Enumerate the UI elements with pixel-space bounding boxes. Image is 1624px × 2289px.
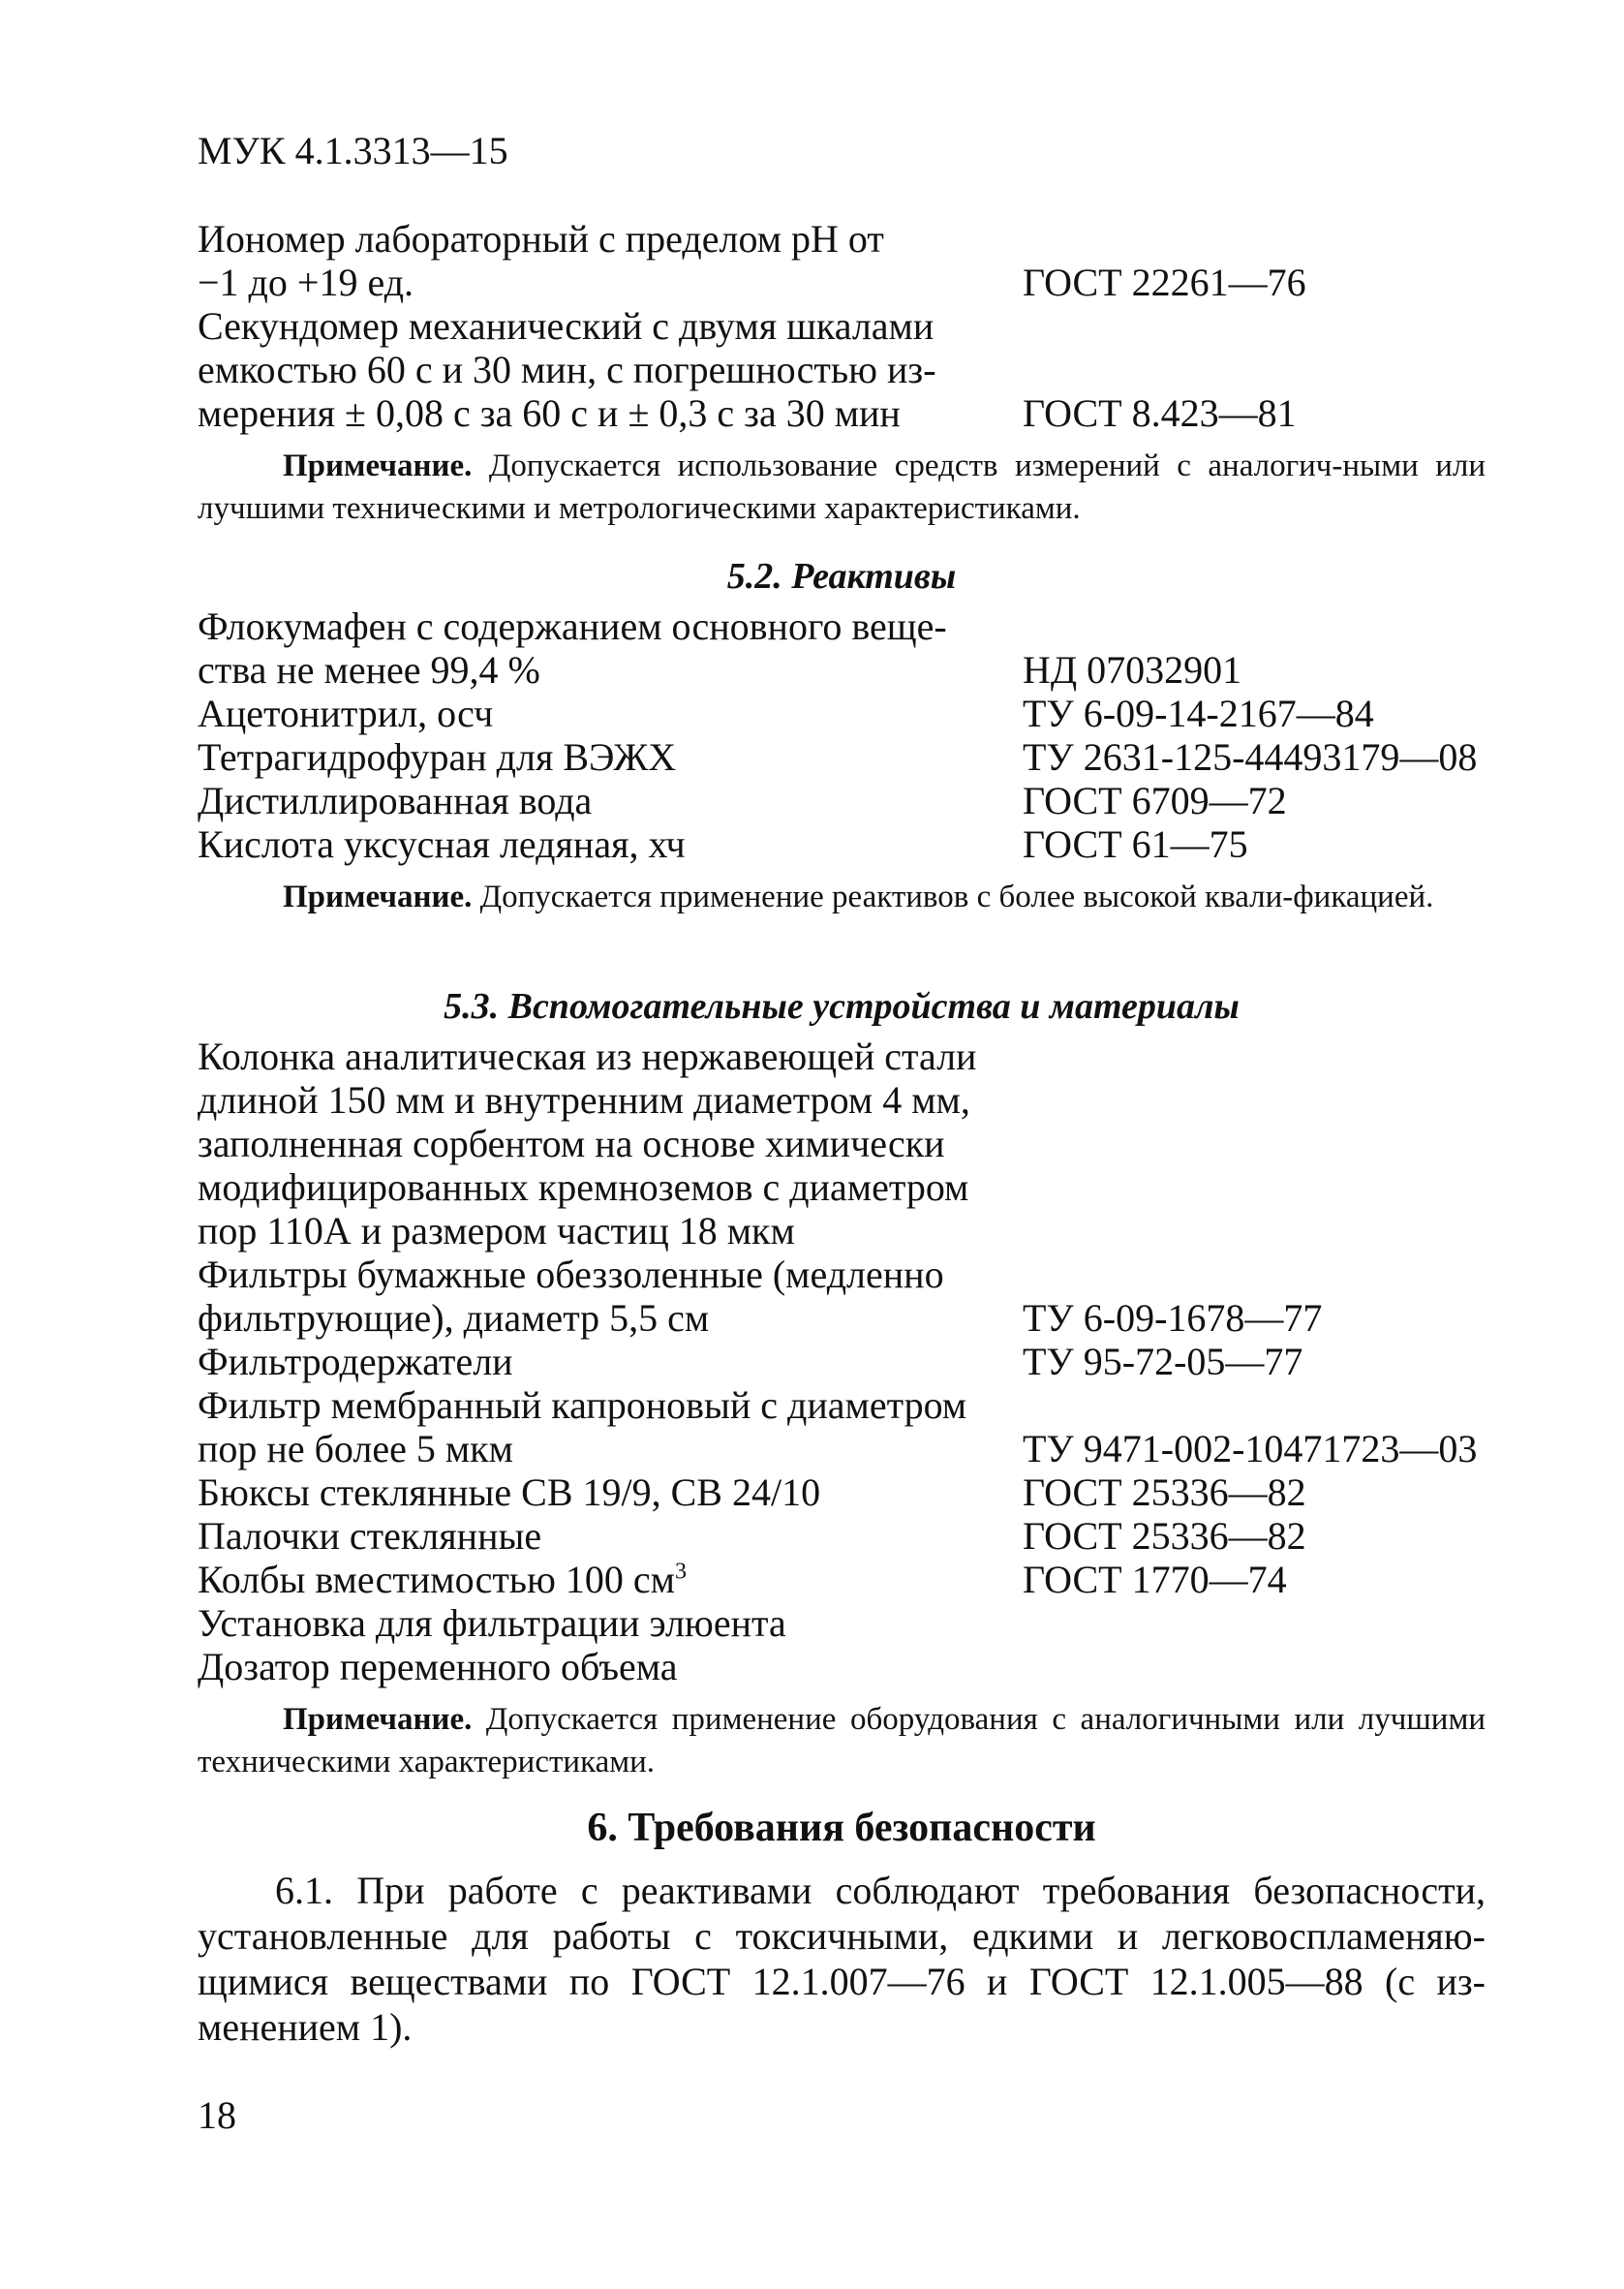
list-item [198,779,1486,822]
item-standard: ТУ 2631-125-44493179—08 [1023,735,1478,779]
list-item [198,604,1486,692]
list-item [198,1514,1486,1558]
section-title: 5.2. Реактивы [726,556,957,597]
item-name: Секундомер механический с двумя шкалами емкостью 60 с и 30 мин, с погрешностью из- мерения ± 0,08 с за 60 с и ± 0,3 с за 30 мин [198,304,936,435]
item-standard: ТУ 6-09-1678—77 [1023,1296,1323,1340]
item-standard: ГОСТ 61—75 [1023,822,1248,866]
item-standard: ТУ 6-09-14-2167—84 [1023,692,1374,735]
item-standard: ГОСТ 22261—76 [1023,261,1306,304]
superscript: 3 [675,1559,687,1585]
list-item [198,1383,1486,1470]
section-measuring-instruments [198,217,1486,530]
list-item [198,1645,1486,1688]
item-name: Флокумафен с содержанием основного веще- ства не менее 99,4 % [198,604,947,692]
section-safety-requirements [198,1804,1486,2050]
item-name [198,1558,1023,1601]
document-header: МУК 4.1.3313—15 [198,129,508,172]
item-name: Палочки стеклянные [198,1514,542,1558]
section-auxiliary-devices [198,984,1486,1783]
item-standard: НД 07032901 [1023,648,1242,692]
list-item [198,1035,1486,1253]
list-item [198,304,1486,435]
item-standard: ГОСТ 25336—82 [1023,1470,1306,1514]
item-name: Дистиллированная вода [198,779,593,822]
note-label: Примечание. [283,1702,473,1737]
item-name: Колонка аналитическая из нержавеющей стали длиной 150 мм и внутренним диаметром 4 мм, заполненная сорбентом на основе химически модифицированных кремноземов с диаметром пор 110А и размером частиц 18 мкм [198,1035,977,1253]
item-name: Ацетонитрил, осч [198,692,494,735]
note-text: Допускается использование средств измерений с аналогич-ными или лучшими техническими и метрологическими характеристиками. [198,449,1486,526]
item-standard: ГОСТ 8.423—81 [1023,391,1297,435]
page-number: 18 [198,2093,236,2137]
item-standard: ТУ 95-72-05—77 [1023,1340,1303,1383]
note [198,876,1486,918]
item-name: Тетрагидрофуран для ВЭЖХ [198,735,677,779]
note [198,445,1486,530]
item-standard: ГОСТ 6709—72 [1023,779,1287,822]
list-item [198,1601,1486,1645]
item-name: Фильтр мембранный капроновый с диаметром пор не более 5 мкм [198,1383,967,1470]
note [198,1698,1486,1783]
list-item [198,822,1486,866]
item-standard: ГОСТ 25336—82 [1023,1514,1306,1558]
item-name: Фильтродержатели [198,1340,513,1383]
note-label: Примечание. [283,449,473,483]
item-name: Иономер лабораторный с пределом pH от −1 до +19 ед. [198,217,884,304]
note-label: Примечание. [283,880,473,914]
paragraph: 6.1. При работе с реактивами соблюдают требования безопасности, установленные для работы с токсичными, едкими и легковоспламеняю-щимися веществами по ГОСТ 12.1.007—76 и ГОСТ 12.1.005—88 (с из-менением 1). [198,1869,1486,2049]
item-name: Бюксы стеклянные СВ 19/9, СВ 24/10 [198,1470,821,1514]
note-text: Допускается применение реактивов с более высокой квали-фикацией. [472,880,1434,914]
item-name: Дозатор переменного объема [198,1645,678,1688]
note-text: Допускается применение оборудования с аналогичными или лучшими техническими характеристиками. [198,1702,1486,1779]
list-item [198,1253,1486,1340]
list-item [198,217,1486,304]
list-item [198,1340,1486,1383]
item-name: Кислота уксусная ледяная, хч [198,822,686,866]
section-title: 6. Требования безопасности [587,1806,1096,1850]
item-name: Установка для фильтрации элюента [198,1601,786,1645]
section-reagents [198,554,1486,918]
section-title: 5.3. Вспомогательные устройства и материалы [444,986,1240,1027]
list-item [198,1470,1486,1514]
list-item [198,692,1486,735]
list-item [198,1558,1486,1601]
item-standard: ГОСТ 1770—74 [1023,1558,1287,1601]
item-name: Фильтры бумажные обеззоленные (медленно фильтрующие), диаметр 5,5 см [198,1253,944,1340]
list-item [198,735,1486,779]
item-name-text: Колбы вместимостью 100 см [198,1558,675,1601]
item-standard: ТУ 9471-002-10471723—03 [1023,1427,1478,1470]
